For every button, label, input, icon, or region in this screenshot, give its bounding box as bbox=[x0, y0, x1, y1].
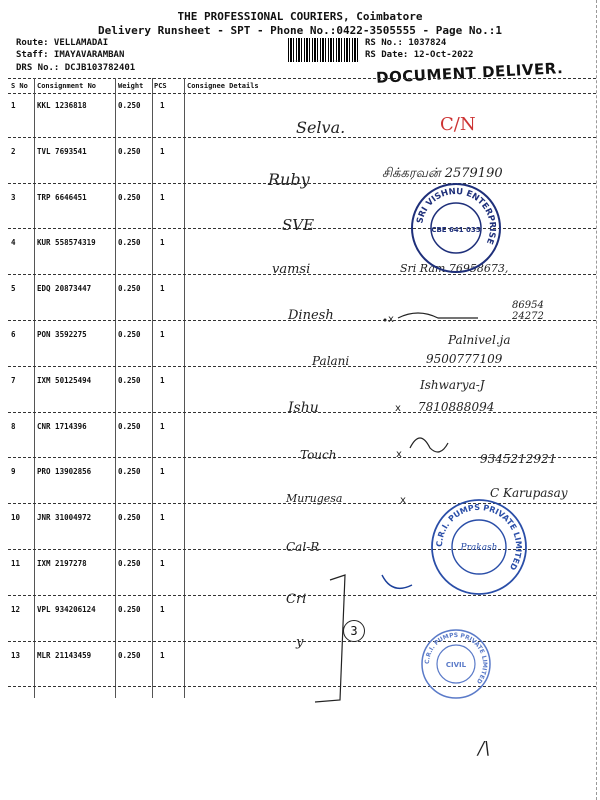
handwritten-phone: 86954 24272 bbox=[512, 300, 544, 322]
row-sno: 13 bbox=[11, 650, 21, 660]
handwritten-name: Dinesh bbox=[288, 308, 334, 323]
row-sno: 10 bbox=[11, 513, 21, 523]
handwritten-phone: 7810888094 bbox=[418, 400, 495, 414]
row-consignment-no: TVL 7693541 bbox=[37, 146, 87, 156]
row-weight: 0.250 bbox=[118, 604, 141, 614]
row-consignment-no: JNR 31004972 bbox=[37, 513, 92, 523]
svg-text:x: x bbox=[395, 403, 401, 414]
row-weight: 0.250 bbox=[118, 650, 141, 660]
handwritten-signature: சிக்கரவன் 2579190 bbox=[382, 166, 503, 181]
row-weight: 0.250 bbox=[118, 559, 141, 568]
rs-date-label: RS Date: 12-Oct-2022 bbox=[365, 50, 474, 60]
svg-text:x: x bbox=[388, 314, 394, 325]
row-pcs: 1 bbox=[160, 192, 165, 202]
signature-stroke bbox=[398, 313, 478, 318]
row-pcs: 1 bbox=[160, 238, 165, 248]
rs-no-label: RS No.: 1037824 bbox=[365, 38, 447, 48]
scribble-stroke bbox=[382, 575, 412, 588]
handwritten-name: Ruby bbox=[268, 170, 310, 189]
handwritten-name: y bbox=[296, 635, 304, 650]
signature-stroke bbox=[410, 438, 448, 452]
seal-ring-text: C.R.I. PUMPS PRIVATE LIMITED bbox=[423, 631, 489, 685]
circled-number-text: 3 bbox=[350, 624, 358, 638]
row-consignment-no: MLR 21143459 bbox=[37, 650, 92, 660]
row-pcs: 1 bbox=[160, 284, 165, 294]
row-consignment-no: EDQ 20873447 bbox=[37, 284, 92, 294]
row-pcs: 1 bbox=[160, 421, 165, 431]
col-pcs-header: PCS bbox=[154, 82, 167, 90]
row-weight: 0.250 bbox=[118, 192, 141, 202]
row-pcs: 1 bbox=[160, 467, 165, 477]
handwritten-name: Touch bbox=[300, 448, 337, 462]
staff-label: Staff: IMAYAVARAMBAN bbox=[16, 50, 125, 60]
handwritten-name: SVE bbox=[282, 216, 315, 234]
seal-center-text: CIVIL bbox=[445, 661, 467, 669]
row-pcs: 1 bbox=[160, 513, 165, 523]
row-sno: 6 bbox=[11, 330, 16, 339]
row-pcs: 1 bbox=[160, 604, 165, 614]
handwritten-signature: Ishwarya-J bbox=[420, 378, 485, 392]
handwritten-name: Palani bbox=[312, 354, 350, 368]
row-weight: 0.250 bbox=[118, 375, 141, 385]
row-consignment-no: CNR 1714396 bbox=[37, 421, 87, 431]
svg-text:C.R.I. PUMPS PRIVATE LIMITED bbox=[435, 503, 523, 572]
svg-text:x: x bbox=[396, 449, 402, 460]
drs-label: DRS No.: DCJB103782401 bbox=[16, 63, 136, 73]
row-pcs: 1 bbox=[160, 330, 165, 339]
col-weight-header: Weight bbox=[118, 82, 144, 90]
row-consignment-no: IXM 2197278 bbox=[37, 559, 87, 568]
row-weight: 0.250 bbox=[118, 421, 141, 431]
row-sno: 8 bbox=[11, 421, 16, 431]
row-weight: 0.250 bbox=[118, 146, 141, 156]
seal-ring-text: C.R.I. PUMPS PRIVATE LIMITED bbox=[434, 502, 524, 572]
row-consignment-no: KUR 558574319 bbox=[37, 238, 96, 248]
row-pcs: 1 bbox=[160, 559, 165, 568]
row-weight: 0.250 bbox=[118, 238, 141, 248]
handwritten-note: C/N bbox=[440, 114, 476, 135]
row-pcs: 1 bbox=[160, 146, 165, 156]
row-consignment-no: VPL 934206124 bbox=[37, 604, 96, 614]
company-seal bbox=[430, 498, 528, 596]
handwritten-name: Murugesa bbox=[286, 492, 343, 505]
row-sno: 3 bbox=[11, 192, 16, 202]
handwritten-name: Selva. bbox=[296, 118, 346, 137]
handwritten-signature: Sri Ram 76958673, bbox=[400, 262, 509, 275]
row-weight: 0.250 bbox=[118, 101, 141, 110]
row-pcs: 1 bbox=[160, 101, 165, 110]
handwritten-name: Cri bbox=[286, 592, 307, 607]
row-pcs: 1 bbox=[160, 650, 165, 660]
row-consignment-no: TRP 6646451 bbox=[37, 192, 87, 202]
handwritten-signature: Palnivel.ja bbox=[448, 333, 511, 347]
handwritten-name: Ishu bbox=[288, 400, 319, 416]
seal-center-text: CBE 641 035 bbox=[431, 226, 481, 234]
svg-text:x: x bbox=[400, 495, 406, 506]
handwritten-name: Cal-R bbox=[286, 540, 320, 554]
row-sno: 1 bbox=[11, 101, 16, 110]
svg-text:C.R.I. PUMPS PRIVATE LIMITED bbox=[424, 632, 488, 685]
seal-ring-text: SRI VISHNU ENTERPRISE bbox=[415, 186, 498, 246]
row-consignment-no: PON 3592275 bbox=[37, 330, 87, 339]
document-delivered-stamp: DOCUMENT DELIVER. bbox=[375, 59, 564, 87]
handwritten-mark: /\ bbox=[478, 738, 491, 759]
handwritten-name: vamsi bbox=[272, 262, 311, 277]
row-consignment-no: PRO 13902856 bbox=[37, 467, 92, 477]
row-sno: 9 bbox=[11, 467, 16, 477]
row-weight: 0.250 bbox=[118, 330, 141, 339]
handwritten-phone: 9500777109 bbox=[426, 352, 503, 366]
handwritten-phone: 9345212921 bbox=[480, 452, 557, 466]
route-label: Route: VELLAMADAI bbox=[16, 38, 109, 48]
row-sno: 5 bbox=[11, 284, 16, 294]
row-sno: 4 bbox=[11, 238, 16, 248]
row-sno: 2 bbox=[11, 146, 16, 156]
bracket-stroke bbox=[315, 575, 345, 702]
row-sno: 12 bbox=[11, 604, 21, 614]
company-seal bbox=[410, 182, 502, 274]
row-weight: 0.250 bbox=[118, 513, 141, 523]
row-weight: 0.250 bbox=[118, 467, 141, 477]
row-consignment-no: KKL 1236818 bbox=[37, 101, 87, 110]
col-consignee-header: Consignee Details bbox=[187, 82, 259, 90]
handwritten-signature: C Karupasay bbox=[490, 486, 568, 500]
sheet-subtitle: Delivery Runsheet - SPT - Phone No.:0422-3505555 - Page No.:1 bbox=[98, 24, 502, 37]
sheet-title: THE PROFESSIONAL COURIERS, Coimbatore bbox=[177, 10, 423, 23]
col-sno-header: S No bbox=[11, 82, 28, 90]
col-consignment-header: Consignment No bbox=[37, 82, 97, 90]
row-consignment-no: IXM 50125494 bbox=[37, 375, 92, 385]
row-sno: 11 bbox=[11, 559, 21, 568]
row-pcs: 1 bbox=[160, 375, 165, 385]
seal-center-text: Prakash bbox=[460, 543, 498, 553]
company-seal bbox=[420, 628, 492, 700]
row-weight: 0.250 bbox=[118, 284, 141, 294]
row-sno: 7 bbox=[11, 375, 16, 385]
